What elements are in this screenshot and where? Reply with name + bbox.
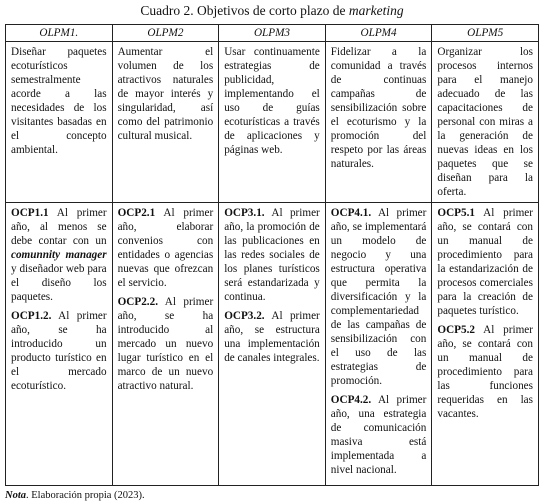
short-term-cell-1: [6, 203, 113, 486]
column-header-olpm4: OLPM4: [325, 25, 432, 42]
ocp1-1-text-b: y diseñador web para el diseño los paquetes.: [11, 263, 107, 303]
ocp2-1-text: Al primer año, elaborar convenios con entidades o agencias nuevas que ofrezcan el servicio.: [117, 207, 214, 289]
ocp1-2-block: [11, 309, 107, 393]
ocp4-2-code: OCP4.2.: [330, 394, 372, 406]
objective-cell-2: Aumentar el volumen de los atractivos naturales de mayor interés y singularidad, así como del patrimonio cultural musical.: [112, 42, 219, 203]
table-caption: [0, 0, 544, 24]
short-term-cell-4: [325, 203, 432, 486]
ocp1-1-code: OCP1.1: [11, 207, 49, 219]
ocp4-1-block: [331, 206, 427, 388]
objective-cell-5: Organizar los procesos internos para el manejo adecuado de las capacitaciones de personal con miras a la generación de nuevas ideas en los paquetes que se diseñan para la oferta.: [432, 42, 539, 203]
short-term-cell-3: [219, 203, 326, 486]
ocp2-1-block: [118, 206, 214, 290]
header-row: [6, 25, 539, 42]
ocp5-1-block: [437, 206, 533, 318]
ocp1-1-text-a: Al primer año, al menos se debe contar con un: [11, 207, 107, 247]
objectives-table: [5, 24, 539, 486]
ocp2-1-code: OCP2.1: [117, 207, 156, 219]
ocp3-1-text: Al primer año, la promoción de las publicaciones en las redes sociales de los planes turísticos será estandarizada y continua.: [224, 207, 320, 303]
objectives-row: [6, 42, 539, 203]
ocp5-2-text: Al primer año, se contará con un manual de procedimiento para las funciones requeridas en las vacantes.: [437, 324, 533, 420]
caption-prefix: Cuadro 2. Objetivos de corto plazo de: [140, 3, 349, 18]
ocp5-1-text: Al primer año, se contará con un manual de procedimiento para la estandarización de procesos comerciales para la creación de paquetes turístico.: [437, 207, 533, 317]
ocp2-2-text: Al primer año, se ha introducido al mercado un nuevo lugar turístico en el marco de un nuevo atractivo natural.: [117, 296, 214, 392]
caption-emphasis: marketing: [348, 3, 404, 18]
objective-cell-4: Fidelizar a la comunidad a través de continuas campañas de sensibilización sobre el ecoturismo y la promoción del respeto por las áreas naturales.: [325, 42, 432, 203]
ocp5-2-code: OCP5.2: [437, 324, 475, 336]
ocp4-2-text: Al primer año, una estrategia de comunicación masiva está implementada a nivel nacional.: [330, 394, 427, 476]
ocp1-2-code: OCP1.2.: [11, 310, 52, 322]
note-text: . Elaboración propia (2023).: [26, 490, 145, 501]
ocp4-2-block: [331, 393, 427, 477]
ocp1-1-emphasis: comunnity manager: [11, 249, 107, 261]
objective-cell-3: Usar continuamente estrategias de publicidad, implementando el uso de guías ecoturísticas a través de aplicaciones y páginas web.: [219, 42, 326, 203]
note-label: Nota: [5, 490, 26, 501]
ocp3-2-block: [224, 309, 320, 365]
ocp4-1-text: Al primer año, se implementará un modelo de negocio y una estructura operativa que permita la diversificación y la complementariedad de las campañas de sensibilización con el uso de las estrategias de promoción.: [330, 207, 427, 387]
short-term-row: [6, 203, 539, 486]
ocp3-2-text: Al primer año, se estructura una implementación de canales integrales.: [224, 310, 320, 364]
ocp2-2-block: [118, 295, 214, 393]
objective-cell-1: Diseñar paquetes ecoturísticos semestralmente acorde a las necesidades de los visitantes basadas en el concepto ambiental.: [6, 42, 113, 203]
column-header-olpm3: OLPM3: [219, 25, 326, 42]
table-note: [5, 490, 544, 501]
short-term-cell-2: [112, 203, 219, 486]
column-header-olpm1: OLPM1.: [6, 25, 113, 42]
ocp4-1-code: OCP4.1.: [330, 207, 372, 219]
ocp1-1-block: [11, 206, 107, 304]
ocp1-2-text: Al primer año, se ha introducido un producto turístico en el mercado ecoturístico.: [11, 310, 107, 392]
short-term-cell-5: [432, 203, 539, 486]
ocp3-2-code: OCP3.2.: [224, 310, 265, 322]
ocp5-2-block: [437, 323, 533, 421]
column-header-olpm2: OLPM2: [112, 25, 219, 42]
column-header-olpm5: OLPM5: [432, 25, 539, 42]
ocp2-2-code: OCP2.2.: [117, 296, 158, 308]
ocp5-1-code: OCP5.1: [437, 207, 475, 219]
ocp3-1-block: [224, 206, 320, 304]
ocp3-1-code: OCP3.1.: [224, 207, 265, 219]
